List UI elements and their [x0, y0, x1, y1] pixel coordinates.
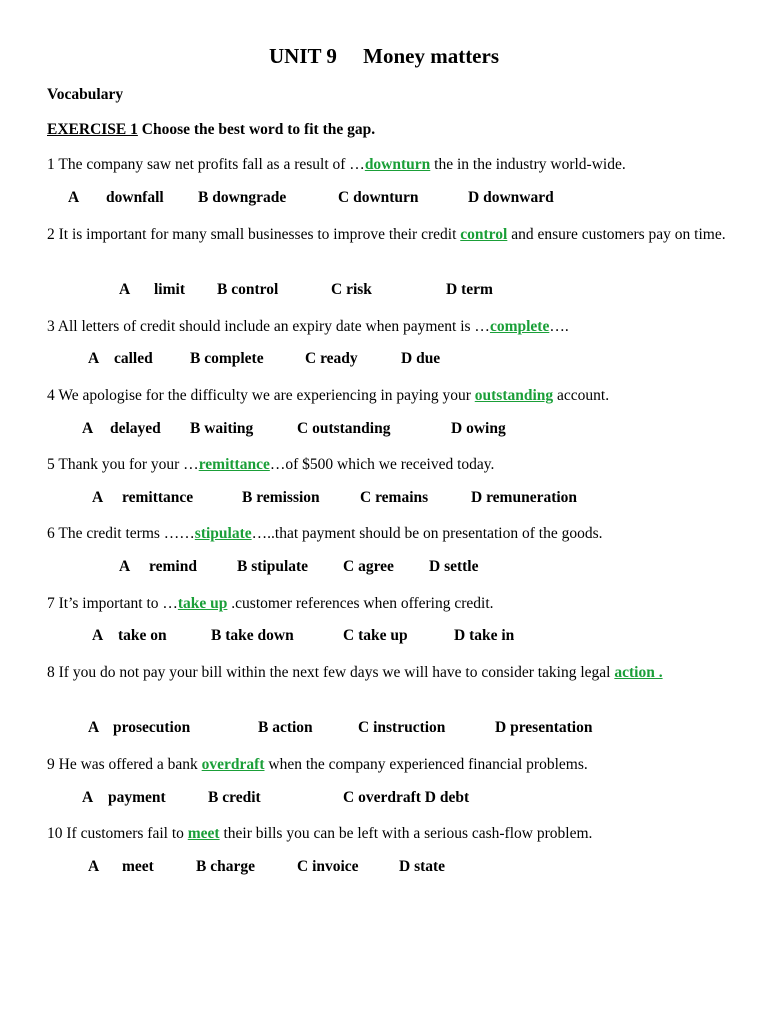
option: B action [258, 719, 313, 736]
options-4 [0, 420, 768, 440]
option: called [114, 350, 153, 367]
option: D settle [429, 558, 479, 575]
option-letter: A [88, 858, 100, 875]
options-5 [0, 489, 768, 509]
question-text: when the company experienced financial problems. [264, 756, 588, 773]
option: D presentation [495, 719, 593, 736]
question-text: 5 Thank you for your … [47, 456, 199, 473]
option: C agree [343, 558, 394, 575]
option-letter: A [68, 189, 80, 206]
options-2 [0, 281, 768, 301]
option: payment [108, 789, 166, 806]
option: take on [118, 627, 167, 644]
option: downfall [106, 189, 164, 206]
options-3 [0, 350, 768, 370]
option: D take in [454, 627, 515, 644]
question-text: …. [549, 318, 569, 335]
answer-word: overdraft [201, 756, 265, 773]
option-letter: A [92, 489, 104, 506]
option-letter: A [88, 719, 100, 736]
option: D downward [468, 189, 554, 206]
option-letter: A [119, 558, 131, 575]
question-10 [47, 822, 727, 845]
question-text: …..that payment should be on presentation of the goods. [251, 525, 603, 542]
options-1 [0, 189, 768, 209]
option: B control [217, 281, 279, 298]
options-9 [0, 789, 768, 809]
question-text: their bills you can be left with a serious cash-flow problem. [219, 825, 593, 842]
question-text: 3 All letters of credit should include an expiry date when payment is … [47, 318, 490, 335]
options-7 [0, 627, 768, 647]
option: B credit [208, 789, 261, 806]
option: prosecution [113, 719, 191, 736]
question-text: 10 If customers fail to [47, 825, 188, 842]
options-10 [0, 858, 768, 878]
option-letter: A [82, 420, 94, 437]
question-text: 8 If you do not pay your bill within the next few days we will have to consider taking legal [47, 664, 615, 681]
option-letter: A [88, 350, 100, 367]
question-3 [47, 315, 727, 338]
question-text: 7 It’s important to … [47, 595, 178, 612]
question-9 [47, 753, 727, 776]
question-text: 4 We apologise for the difficulty we are experiencing in paying your [47, 387, 475, 404]
question-text: account. [553, 387, 610, 404]
option: D term [446, 281, 493, 298]
exercise-label: EXERCISE 1 [47, 121, 138, 138]
option-letter: A [92, 627, 104, 644]
question-4 [47, 384, 727, 407]
option: C outstanding [297, 420, 391, 437]
answer-word: outstanding [474, 387, 554, 404]
options-6 [0, 558, 768, 578]
option: B charge [196, 858, 255, 875]
question-text: …of $500 which we received today. [269, 456, 495, 473]
option: delayed [110, 420, 161, 437]
option: C remains [360, 489, 429, 506]
option: B take down [211, 627, 294, 644]
question-text: and ensure customers pay on time. [507, 226, 726, 243]
option: D remuneration [471, 489, 578, 506]
options-8 [0, 719, 768, 739]
answer-word: stipulate [194, 525, 252, 542]
exercise-heading [47, 121, 375, 139]
answer-word: meet [187, 825, 220, 842]
question-6 [47, 522, 727, 545]
option: remind [149, 558, 197, 575]
option: B waiting [190, 420, 254, 437]
question-7 [47, 592, 727, 615]
option: meet [122, 858, 154, 875]
option: C overdraft D debt [343, 789, 470, 806]
question-2 [47, 223, 727, 246]
option: remittance [122, 489, 194, 506]
option-letter: A [82, 789, 94, 806]
question-text: 2 It is important for many small businesses to improve their credit [47, 226, 461, 243]
question-8 [47, 661, 727, 684]
question-text: 9 He was offered a bank [47, 756, 202, 773]
option: C ready [305, 350, 358, 367]
option: D owing [451, 420, 506, 437]
question-text: the in the industry world-wide. [430, 156, 626, 173]
question-text: .customer references when offering credit. [227, 595, 494, 612]
option: C instruction [358, 719, 446, 736]
answer-word: remittance [198, 456, 270, 473]
answer-word: downturn [364, 156, 431, 173]
option: C take up [343, 627, 408, 644]
exercise-instruction: Choose the best word to fit the gap. [137, 121, 376, 138]
option: B remission [242, 489, 320, 506]
option: B complete [190, 350, 264, 367]
option: B stipulate [237, 558, 309, 575]
section-heading: Vocabulary [47, 86, 124, 103]
question-5 [47, 453, 727, 476]
answer-word: control [460, 226, 508, 243]
option: C risk [331, 281, 372, 298]
page-title: UNIT 9 Money matters [269, 44, 499, 68]
option: B downgrade [198, 189, 287, 206]
answer-word: complete [489, 318, 550, 335]
option: D state [399, 858, 446, 875]
option: C downturn [338, 189, 419, 206]
question-text: 1 The company saw net profits fall as a result of … [47, 156, 365, 173]
answer-word: take up [177, 595, 228, 612]
option: C invoice [297, 858, 359, 875]
answer-word: action . [614, 664, 663, 681]
option: limit [154, 281, 185, 298]
question-1 [47, 153, 727, 176]
option-letter: A [119, 281, 131, 298]
question-text: 6 The credit terms …… [47, 525, 195, 542]
option: D due [401, 350, 441, 367]
